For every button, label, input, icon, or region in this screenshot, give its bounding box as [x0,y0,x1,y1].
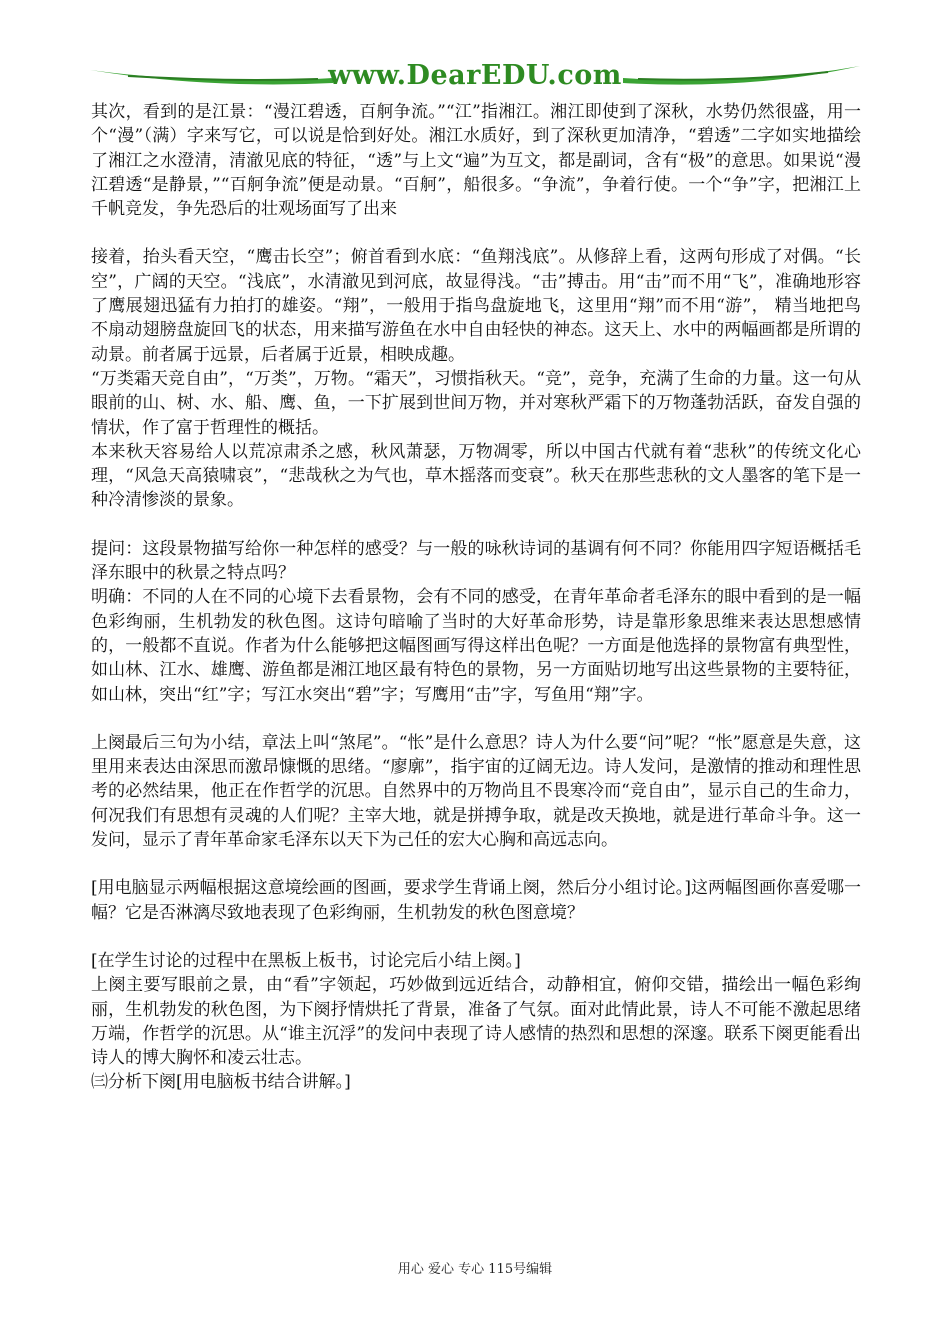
paragraph-question: 提问：这段景物描写给你一种怎样的感受？与一般的咏秋诗词的基调有何不同？你能用四字短语概括毛泽东眼中的秋景之特点吗？ [91,538,861,584]
blank-line [91,707,861,731]
site-header [88,56,862,96]
paragraph-blackboard-note: [在学生讨论的过程中在黑板上板书，讨论完后小结上阕。] [91,950,521,971]
paragraph-lower-analysis-heading: ㈢分析下阕[用电脑板书结合讲解。] [91,1072,351,1093]
paragraph-wanlei-shuangtian: “万类霜天竞自由”，“万类”，万物。“霜天”，习惯指秋天。“竞”，竞争，充满了生命的力量。这一句从眼前的山、树、水、船、鹰、鱼，一下扩展到世间万物，并对寒秋严霜下的万物蓬勃活跃，奋发自强的情状，作了富于哲理性的概括。 [91,368,861,438]
blank-line [91,925,861,949]
blank-line [91,513,861,537]
paragraph-computer-display: [用电脑显示两幅根据这意境绘画的图画，要求学生背诵上阕，然后分小组讨论。]这两幅图画你喜爱哪一幅？它是否淋漓尽致地表现了色彩绚丽，生机勃发的秋色图意境？ [91,878,861,923]
blank-line [91,221,861,245]
paragraph-summary-upper: 上阕最后三句为小结，章法上叫“煞尾”。“怅”是什么意思？诗人为什么要“问”呢？“怅”愿意是失意，这里用来表达由深思而激昂慷慨的思绪。“廖廓”，指宇宙的辽阔无边。诗人发问，是激情的推动和理性思考的必然结果，他正在作哲学的沉思。自然界中的万物尚且不畏寒冷而“竞自由”，显示自己的生命力，何况我们有思想有灵魂的人们呢？主宰大地，就是拼搏争取，就是改天换地，就是进行革命斗争。这一发问，显示了青年革命家毛泽东以天下为己任的宏大心胸和高远志向。 [91,732,861,851]
paragraph-river-scene: 其次，看到的是江景：“漫江碧透，百舸争流。”“江”指湘江。湘江即使到了深秋，水势仍然很盛，用一个“漫”（满）字来写它，可以说是恰到好处。湘江水质好，到了深秋更加清净，“碧透”二字如实地描绘了湘江之水澄清，清澈见底的特征，“透”与上文“遍”为互文，都是副词，含有“极”的意思。如果说“漫江碧透“是静景，”“百舸争流”便是动景。“百舸”，船很多。“争流”，争着行使。一个“争”字，把湘江上千帆竞发，争先恐后的壮观场面写了出来 [91,102,861,220]
document-body [91,100,861,1095]
paragraph-upper-conclusion: 上阕主要写眼前之景，由“看”字领起，巧妙做到远近结合，动静相宜，俯仰交错，描绘出一幅色彩绚丽，生机勃发的秋色图，为下阕抒情烘托了背景，准备了气氛。面对此情此景，诗人不可能不激起思绪万端，作哲学的沉思。从“谁主沉浮”的发问中表现了诗人感情的热烈和思想的深邃。联系下阕更能看出诗人的博大胸怀和凌云壮志。 [91,975,861,1069]
blank-line [91,852,861,876]
site-logo-text: www.DearEDU.com [328,60,622,91]
page-footer: 用心 爱心 专心 115号编辑 [397,1262,553,1277]
paragraph-autumn-tradition: 本来秋天容易给人以荒凉肃杀之感，秋风萧瑟，万物凋零，所以中国古代就有着“悲秋”的传统文化心理，“风急天高猿啸哀”，“悲哉秋之为气也，草木摇落而变衰”。秋天在那些悲秋的文人墨客的笔下是一种冷清惨淡的景象。 [91,441,861,511]
paragraph-answer: 明确：不同的人在不同的心境下去看景物，会有不同的感受，在青年革命者毛泽东的眼中看到的是一幅色彩绚丽，生机勃发的秋色图。这诗句暗喻了当时的大好革命形势，诗是靠形象思维来表达思想感情的，一般都不直说。作者为什么能够把这幅图画写得这样出色呢？一方面是他选择的景物富有典型性，如山林、江水、雄鹰、游鱼都是湘江地区最有特色的景物，另一方面贴切地写出这些景物的主要特征，如山林，突出“红”字；写江水突出“碧”字；写鹰用“击”字，写鱼用“翔”字。 [91,587,861,705]
paragraph-sky-and-water: 接着，抬头看天空，“鹰击长空”；俯首看到水底：“鱼翔浅底”。从修辞上看，这两句形成了对偶。“长空”，广阔的天空。“浅底”，水清澈见到河底，故显得浅。“击”搏击。用“击”而不用“飞”，准确地形容了鹰展翅迅猛有力拍打的雄姿。“翔”，一般用于指鸟盘旋地飞，这里用“翔”而不用“游”， 精当地把鸟不扇动翅膀盘旋回飞的状态，用来描写游鱼在水中自由轻快的神态。这天上、水中的两幅画都是所谓的动景。前者属于远景，后者属于近景，相映成趣。 [91,247,861,365]
